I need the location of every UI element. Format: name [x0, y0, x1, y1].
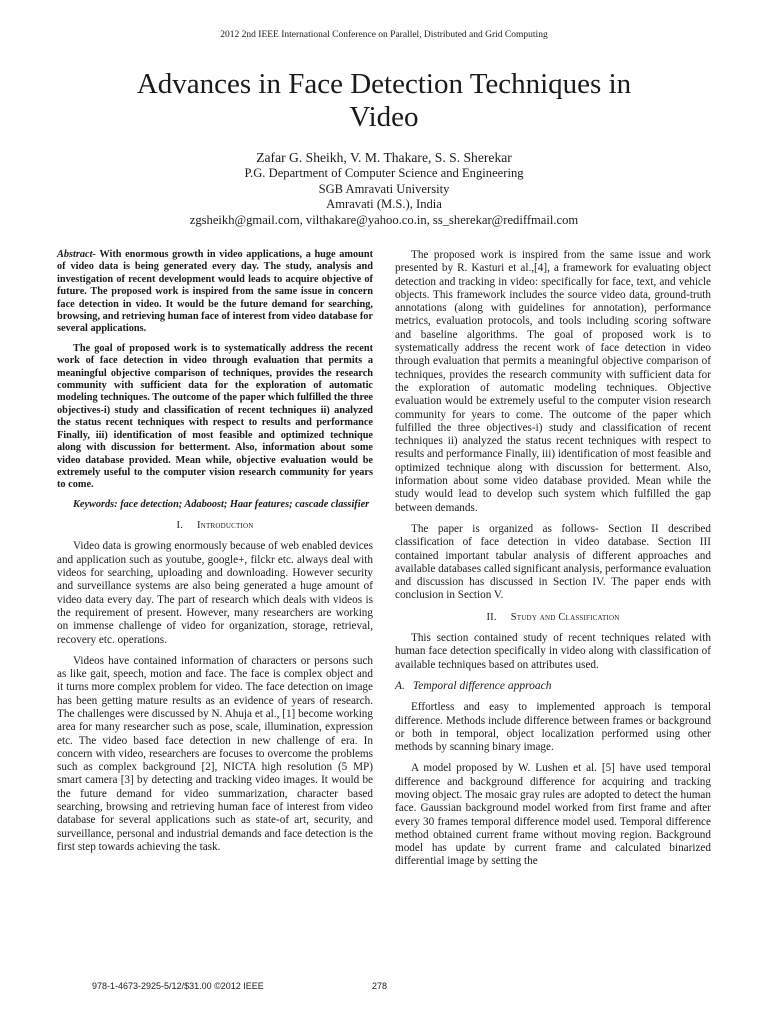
abstract-text: With enormous growth in video applications, a huge amount of video data is being generated every day. The study, analysis and investigation of recent development would leads to acquire objective of future. The proposed work is inspired from the same issue in concern face detection in video. It would be the future demand for searching, browsing, and retrieving human face of interest from video database for several applications.: [57, 249, 373, 335]
page-number: 278: [372, 981, 388, 991]
affiliation-university: SGB Amravati University: [318, 181, 450, 196]
subsection-a-heading: [395, 680, 711, 693]
footer-isbn: 978-1-4673-2925-5/12/$31.00 ©2012 IEEE: [92, 981, 264, 991]
abstract-label: Abstract-: [57, 249, 96, 260]
section-2-paragraph-2: Effortless and easy to implemented approach is temporal difference. Methods include difference between frames or background or both in temporal, object localization performed using other methods by scanning binary image.: [395, 701, 711, 754]
subsection-a-letter: A.: [395, 679, 405, 692]
conference-header: 2012 2nd IEEE International Conference on Parallel, Distributed and Grid Computing: [220, 30, 548, 40]
abstract-paragraph-2: The goal of proposed work is to systematically address the recent work of face detection in video through evaluation that permits a meaningful objective comparison of techniques, provides the research community with sufficient data for the exploration of automatic modeling techniques. The outcome of the paper which fulfilled the three objectives-i) study and classification of recent techniques ii) analyzed the status recent techniques with respect to results and performance Finally, iii) identification of most feasible and optimized technique along with discussion for betterment. Also, information about some video database provided. Mean while, objective evaluation would be extremely useful to the computer vision research community for years to come.: [57, 342, 373, 491]
subsection-a-title: Temporal difference approach: [412, 679, 552, 692]
section-1-heading: [57, 519, 373, 532]
section-2-heading: [395, 611, 711, 624]
author-block: [0, 150, 768, 228]
section-1-number: I.: [176, 520, 184, 532]
abstract: [57, 249, 373, 492]
affiliation-department: P.G. Department of Computer Science and Engineering: [244, 166, 524, 180]
author-emails: zgsheikh@gmail.com, vilthakare@yahoo.co.in, ss_sherekar@rediffmail.com: [189, 212, 579, 227]
right-column: [395, 249, 711, 877]
section-1-title: Introduction: [197, 520, 254, 532]
section-2-number: II.: [486, 611, 497, 623]
right-paragraph-2: The paper is organized as follows- Section II described classification of face detection in video database. Section III contained important tabular analysis of different approaches and available databases called significant analysis, performance evaluation and discussion has discussed in Section IV. The paper ends with conclusion in Section V.: [395, 522, 711, 602]
title-line-2: Video: [349, 101, 419, 133]
section-2-paragraph-3: A model proposed by W. Lushen et al. [5] have used temporal difference and background difference for acquiring and tracking moving object. The mosaic gray rules are adopted to detect the human face. Gaussian background model worked from first frame and after every 30 frames temporal difference model used. Temporal difference method obtained current frame without moving region. Background model has update by current frame and calculated binarized differential image by setting the: [395, 762, 711, 868]
author-names: Zafar G. Sheikh, V. M. Thakare, S. S. Sherekar: [256, 150, 512, 165]
paper-title: [40, 68, 728, 134]
title-line-1: Advances in Face Detection Techniques in: [136, 68, 632, 100]
affiliation-location: Amravati (M.S.), India: [326, 197, 442, 211]
intro-paragraph-1: Video data is growing enormously because of web enabled devices and application such as youtube, google+, filckr etc. always deal with videos for searching, uploading and downloading. However security and surveillance systems are also being generated a huge amount of video data every day. The part of research which deals with videos is the requirement of present. However, many researchers are working on immense challenge of video for organization, storage, retrieval, recovery etc. operations.: [57, 540, 373, 646]
left-column: [57, 249, 373, 862]
section-2-paragraph-1: This section contained study of recent techniques related with human face detection specifically in video along with classification of available techniques based on attributes used.: [395, 632, 711, 671]
section-2-title: Study and Classification: [510, 611, 620, 623]
keywords: Keywords: face detection; Adaboost; Haar features; cascade classifier: [73, 498, 370, 510]
intro-paragraph-2: Videos have contained information of characters or persons such as like gait, speech, motion and face. The face is complex object and it turns more complex problem for video. The face detection on image has been getting mature results as an evidence of years of research. The challenges were discussed by N. Ahuja et al., [1] become working area for many researcher such as pose, scale, illumination, expression etc. The video based face detection in new challenge of era. In concern with video, researchers are focuses to overcome the problems such as complex background [2], NICTA high resolution (5 MP) smart camera [3] by detecting and tracking video images. It would be the future demand for video summarization, character based searching, browsing and retrieving human face of interest from video database for several applications such as state-of art, security, and surveillance, personal and industrial demands and face detection is the first step towards achieving the task.: [57, 654, 373, 853]
abstract-paragraph-1: [57, 249, 373, 336]
right-paragraph-1: The proposed work is inspired from the same issue and work presented by R. Kasturi et al.,[4], a framework for evaluating object detection and tracking in video: specifically for face, text, and vehicle objects. This framework includes the source video data, ground-truth annotations (along with guidelines for annotation), performance metrics, evaluation protocols, and tools including scoring software and baseline algorithms. The goal of proposed work is to systematically address the recent work of face detection in video through evaluation that permits a meaningful objective comparison of techniques, provides the research community with sufficient data for the exploration of automatic modeling techniques. Objective evaluation would be extremely useful to the computer vision research community for years to come. The outcome of the paper which fulfilled the three objectives-i) study and classification of recent techniques ii) analyzed the status recent techniques with respect to results and performance Finally, iii) identification of most feasible and optimized technique along with discussion for betterment. Also, information about some video database provided. Mean while the study would lead to develop such system which fulfilled the gap between demands.: [395, 249, 711, 514]
